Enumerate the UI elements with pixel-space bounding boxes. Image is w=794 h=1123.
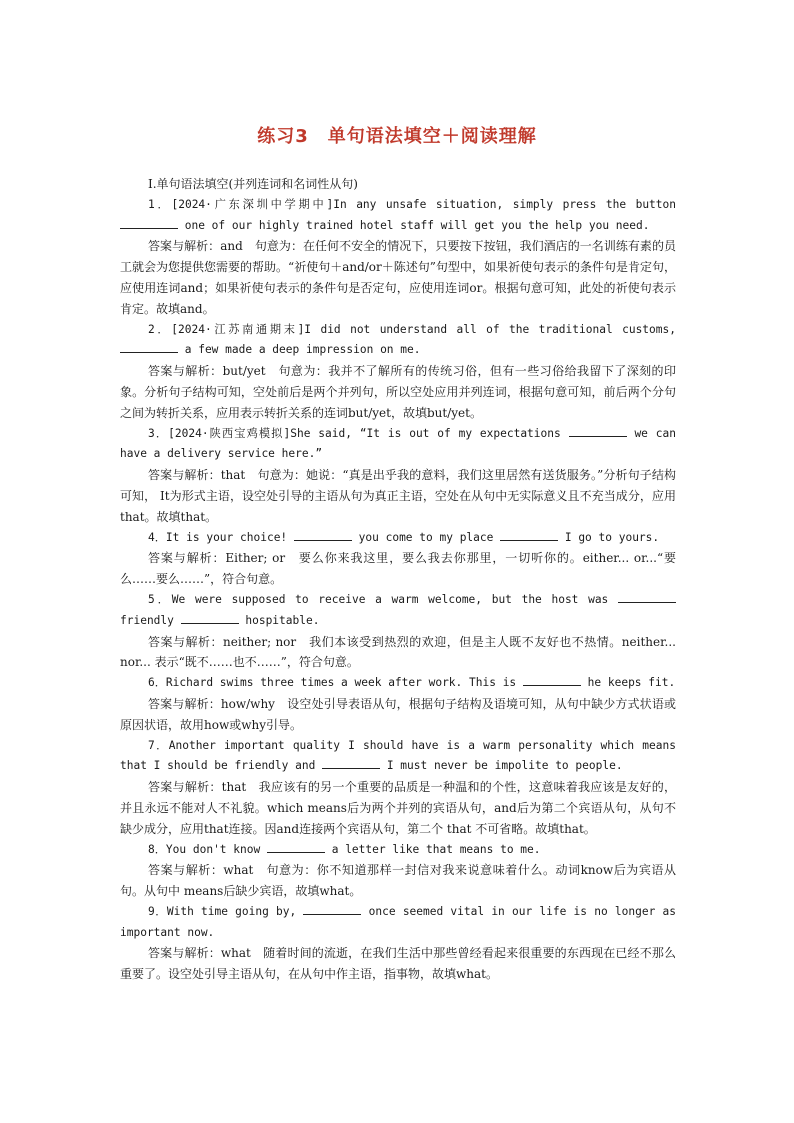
exercise-content <box>120 174 676 985</box>
answer-8: 答案与解析：what 句意为：你不知道那样一封信对我来说意味着什么。动词know后为宾语从句。从句中 means后缺少宾语，故填what。 <box>120 863 676 899</box>
question-6: 6．Richard swims three times a week after work. This is he keeps fit. <box>148 676 676 690</box>
answer-blank <box>500 530 558 541</box>
answer-blank <box>322 758 380 769</box>
question-7: 7．Another important quality I should have is a warm personality which means that I should be friendly and I must never be impolite to people. <box>120 738 676 773</box>
answer-blank <box>523 675 581 686</box>
question-4: 4．It is your choice! you come to my place I go to yours. <box>148 530 660 544</box>
page-title: 练习3 单句语法填空＋阅读理解 <box>257 126 537 147</box>
answer-blank <box>618 592 676 603</box>
answer-5: 答案与解析：neither; nor 我们本该受到热烈的欢迎，但是主人既不友好也不热情。neither... nor... 表示“既不……也不……”，符合句意。 <box>120 634 676 670</box>
answer-1: 答案与解析：and 句意为：在任何不安全的情况下，只要按下按钮，我们酒店的一名训练有素的员工就会为您提供您需要的帮助。“祈使句＋and/or＋陈述句”句型中，如果祈使句表示的条件句是肯定句，应使用连词and；如果祈使句表示的条件句是否定句，应使用连词or。根据句意可知，此处的祈使句表示肯定。故填and。 <box>120 239 676 316</box>
answer-blank <box>181 613 239 624</box>
answer-blank <box>120 218 178 229</box>
answer-9: 答案与解析：what 随着时间的流逝，在我们生活中那些曾经看起来很重要的东西现在已经不那么重要了。设空处引导主语从句，在从句中作主语，指事物，故填what。 <box>120 946 676 982</box>
question-9: 9．With time going by, once seemed vital in our life is no longer as important now. <box>120 904 676 939</box>
answer-6: 答案与解析：how/why 设空处引导表语从句，根据句子结构及语境可知，从句中缺少方式状语或原因状语，故用how或why引导。 <box>120 696 676 732</box>
answer-blank <box>569 426 627 437</box>
question-1: 1．[2024·广东深圳中学期中]In any unsafe situation, simply press the button one of our highly trained hotel staff will get you the help you need. <box>120 195 676 237</box>
answer-4: 答案与解析：Either; or 要么你来我这里，要么我去你那里，一切听你的。either... or...“要么……要么……”，符合句意。 <box>120 551 676 587</box>
answer-blank <box>303 904 361 915</box>
answer-3: 答案与解析：that 句意为：她说：“真是出乎我的意料，我们这里居然有送货服务。”分析句子结构可知， It为形式主语，设空处引导的主语从句为真正主语，空处在从句中无实际意义且不充当成分，应用that。故填that。 <box>120 468 676 524</box>
question-8: 8．You don't know a letter like that means to me. <box>148 842 541 856</box>
section-heading: Ⅰ.单句语法填空(并列连词和名词性从句) <box>148 177 358 191</box>
answer-blank <box>294 530 352 541</box>
question-2: 2．[2024·江苏南通期末]I did not understand all of the traditional customs, a few made a deep impression on me. <box>120 320 676 362</box>
question-5: 5．We were supposed to receive a warm welcome, but the host was friendly hospitable. <box>120 590 676 632</box>
answer-2: 答案与解析：but/yet 句意为：我并不了解所有的传统习俗，但有一些习俗给我留下了深刻的印象。分析句子结构可知，空处前后是两个并列句，所以空处应用并列连词，根据句意可知，前后两个分句之间为转折关系，应用表示转折关系的连词but/yet，故填but/yet。 <box>120 364 676 420</box>
question-3: 3．[2024·陕西宝鸡模拟]She said, “It is out of my expectations we can have a delivery service here.” <box>120 426 676 461</box>
answer-7: 答案与解析：that 我应该有的另一个重要的品质是一种温和的个性，这意味着我应该是友好的，并且永远不能对人不礼貌。which means后为两个并列的宾语从句，and后为第二个宾语从句，从句不缺少成分，应用that连接。因and连接两个宾语从句，第二个 that 不可省略。故填that。 <box>120 780 676 836</box>
answer-blank <box>120 342 178 353</box>
answer-blank <box>267 842 325 853</box>
